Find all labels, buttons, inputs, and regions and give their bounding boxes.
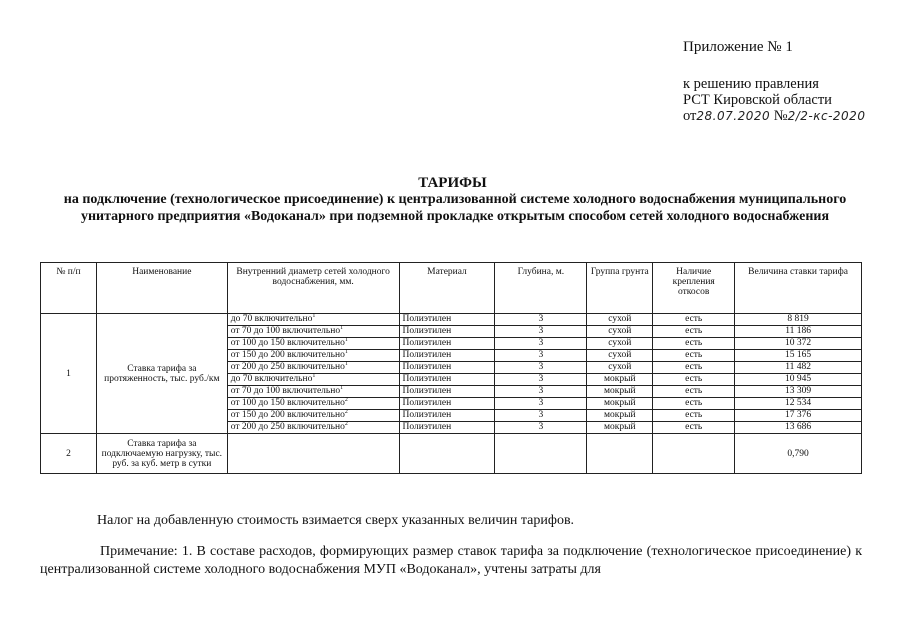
material-cell: Полиэтилен xyxy=(399,362,495,374)
rate-cell: 8 819 xyxy=(735,314,862,326)
diameter-text: от 100 до 150 включительно xyxy=(230,338,345,348)
diameter-text: от 200 до 250 включительно xyxy=(230,362,345,372)
header-name: Наименование xyxy=(96,263,227,314)
depth-cell: 3 xyxy=(495,398,587,410)
diameter-text: от 70 до 100 включительно xyxy=(230,326,341,336)
diameter-cell xyxy=(227,362,399,374)
footnote-marker: 1 xyxy=(312,372,316,379)
depth-cell: 3 xyxy=(495,374,587,386)
material-cell: Полиэтилен xyxy=(399,386,495,398)
group-cell: мокрый xyxy=(587,410,653,422)
rate-cell: 13 309 xyxy=(735,386,862,398)
remark-paragraph: Примечание: 1. В составе расходов, формирующих размер ставок тарифа за подключение (технологическое присоединение) к централизованной системе холодного водоснабжения МУП «Водоканал», учтены затраты для xyxy=(40,544,862,577)
fastening-cell: есть xyxy=(653,362,735,374)
diameter-text: до 70 включительно xyxy=(230,314,313,324)
diameter-cell xyxy=(227,326,399,338)
depth-cell: 3 xyxy=(495,422,587,434)
section-1-body xyxy=(41,314,862,434)
group-cell: мокрый xyxy=(587,386,653,398)
section-1-num: 1 xyxy=(41,314,97,434)
diameter-text: от 100 до 150 включительно xyxy=(230,398,345,408)
group-cell: мокрый xyxy=(587,422,653,434)
rate-cell: 15 165 xyxy=(735,350,862,362)
depth-cell: 3 xyxy=(495,362,587,374)
header-num: № п/п xyxy=(41,263,97,314)
diameter-text: до 70 включительно xyxy=(230,374,313,384)
header-fastening: Наличие крепления откосов xyxy=(653,263,735,314)
empty-cell xyxy=(227,434,399,474)
footnote-marker: 1 xyxy=(344,348,348,355)
empty-cell xyxy=(495,434,587,474)
rate-cell: 10 945 xyxy=(735,374,862,386)
header-material: Материал xyxy=(399,263,495,314)
material-cell: Полиэтилен xyxy=(399,350,495,362)
material-cell: Полиэтилен xyxy=(399,326,495,338)
footnote-marker: 1 xyxy=(340,384,344,391)
fastening-cell: есть xyxy=(653,314,735,326)
group-cell: сухой xyxy=(587,326,653,338)
diameter-cell xyxy=(227,314,399,326)
diameter-cell xyxy=(227,374,399,386)
footnote-marker: 1 xyxy=(340,324,344,331)
document-title: ТАРИФЫ xyxy=(418,175,487,191)
depth-cell: 3 xyxy=(495,386,587,398)
header-group: Группа грунта xyxy=(587,263,653,314)
footnote-marker: 2 xyxy=(344,420,348,427)
depth-cell: 3 xyxy=(495,350,587,362)
decision-from-label: от xyxy=(683,108,697,124)
diameter-cell xyxy=(227,422,399,434)
empty-cell xyxy=(653,434,735,474)
tariff-table xyxy=(40,262,862,474)
rate-cell: 11 482 xyxy=(735,362,862,374)
table-row-section-2 xyxy=(41,434,862,474)
table-row xyxy=(41,314,862,326)
diameter-text: от 150 до 200 включительно xyxy=(230,350,345,360)
empty-cell xyxy=(587,434,653,474)
fastening-cell: есть xyxy=(653,422,735,434)
group-cell: сухой xyxy=(587,350,653,362)
depth-cell: 3 xyxy=(495,410,587,422)
group-cell: сухой xyxy=(587,338,653,350)
diameter-text: от 70 до 100 включительно xyxy=(230,386,341,396)
fastening-cell: есть xyxy=(653,410,735,422)
section-2-rate: 0,790 xyxy=(735,434,862,474)
fastening-cell: есть xyxy=(653,326,735,338)
diameter-text: от 200 до 250 включительно xyxy=(230,422,345,432)
rate-cell: 12 534 xyxy=(735,398,862,410)
material-cell: Полиэтилен xyxy=(399,314,495,326)
group-cell: сухой xyxy=(587,362,653,374)
footnote-marker: 2 xyxy=(344,396,348,403)
rate-cell: 17 376 xyxy=(735,410,862,422)
diameter-cell xyxy=(227,398,399,410)
footnote-marker: 1 xyxy=(344,360,348,367)
decision-line-3 xyxy=(683,108,865,124)
header-depth: Глубина, м. xyxy=(495,263,587,314)
header-diameter: Внутренний диаметр сетей холодного водоснабжения, мм. xyxy=(227,263,399,314)
decision-line-2: РСТ Кировской области xyxy=(683,92,832,108)
footnote-marker: 1 xyxy=(312,312,316,319)
section-1-name: Ставка тарифа за протяженность, тыс. руб./км xyxy=(96,314,227,434)
diameter-cell xyxy=(227,350,399,362)
fastening-cell: есть xyxy=(653,386,735,398)
material-cell: Полиэтилен xyxy=(399,422,495,434)
fastening-cell: есть xyxy=(653,374,735,386)
rate-cell: 13 686 xyxy=(735,422,862,434)
depth-cell: 3 xyxy=(495,314,587,326)
section-2-name: Ставка тарифа за подключаемую нагрузку, тыс. руб. за куб. метр в сутки xyxy=(96,434,227,474)
decision-reference xyxy=(683,76,865,124)
decision-number-handwritten: 2/2-кс-2020 xyxy=(787,109,866,123)
footnote-marker: 1 xyxy=(344,336,348,343)
decision-date-handwritten: 28.07.2020 xyxy=(696,109,771,123)
material-cell: Полиэтилен xyxy=(399,338,495,350)
diameter-cell xyxy=(227,338,399,350)
footnote-marker: 2 xyxy=(344,408,348,415)
header-rate: Величина ставки тарифа xyxy=(735,263,862,314)
group-cell: мокрый xyxy=(587,398,653,410)
rate-cell: 10 372 xyxy=(735,338,862,350)
empty-cell xyxy=(399,434,495,474)
fastening-cell: есть xyxy=(653,398,735,410)
document-subtitle: на подключение (технологическое присоединение) к централизованной системе холодного водоснабжения муниципального унитарного предприятия «Водоканал» при подземной прокладке открытым способом сетей холодного водоснабжения xyxy=(63,192,847,224)
decision-line-1: к решению правления xyxy=(683,76,819,92)
section-2-num: 2 xyxy=(41,434,97,474)
table-header-row xyxy=(41,263,862,314)
material-cell: Полиэтилен xyxy=(399,374,495,386)
diameter-cell xyxy=(227,410,399,422)
material-cell: Полиэтилен xyxy=(399,398,495,410)
material-cell: Полиэтилен xyxy=(399,410,495,422)
fastening-cell: есть xyxy=(653,350,735,362)
fastening-cell: есть xyxy=(653,338,735,350)
depth-cell: 3 xyxy=(495,326,587,338)
group-cell: сухой xyxy=(587,314,653,326)
group-cell: мокрый xyxy=(587,374,653,386)
rate-cell: 11 186 xyxy=(735,326,862,338)
diameter-text: от 150 до 200 включительно xyxy=(230,410,345,420)
vat-note: Налог на добавленную стоимость взимается сверх указанных величин тарифов. xyxy=(97,513,575,528)
decision-number-label: № xyxy=(773,108,788,124)
diameter-cell xyxy=(227,386,399,398)
depth-cell: 3 xyxy=(495,338,587,350)
appendix-label: Приложение № 1 xyxy=(683,39,793,55)
